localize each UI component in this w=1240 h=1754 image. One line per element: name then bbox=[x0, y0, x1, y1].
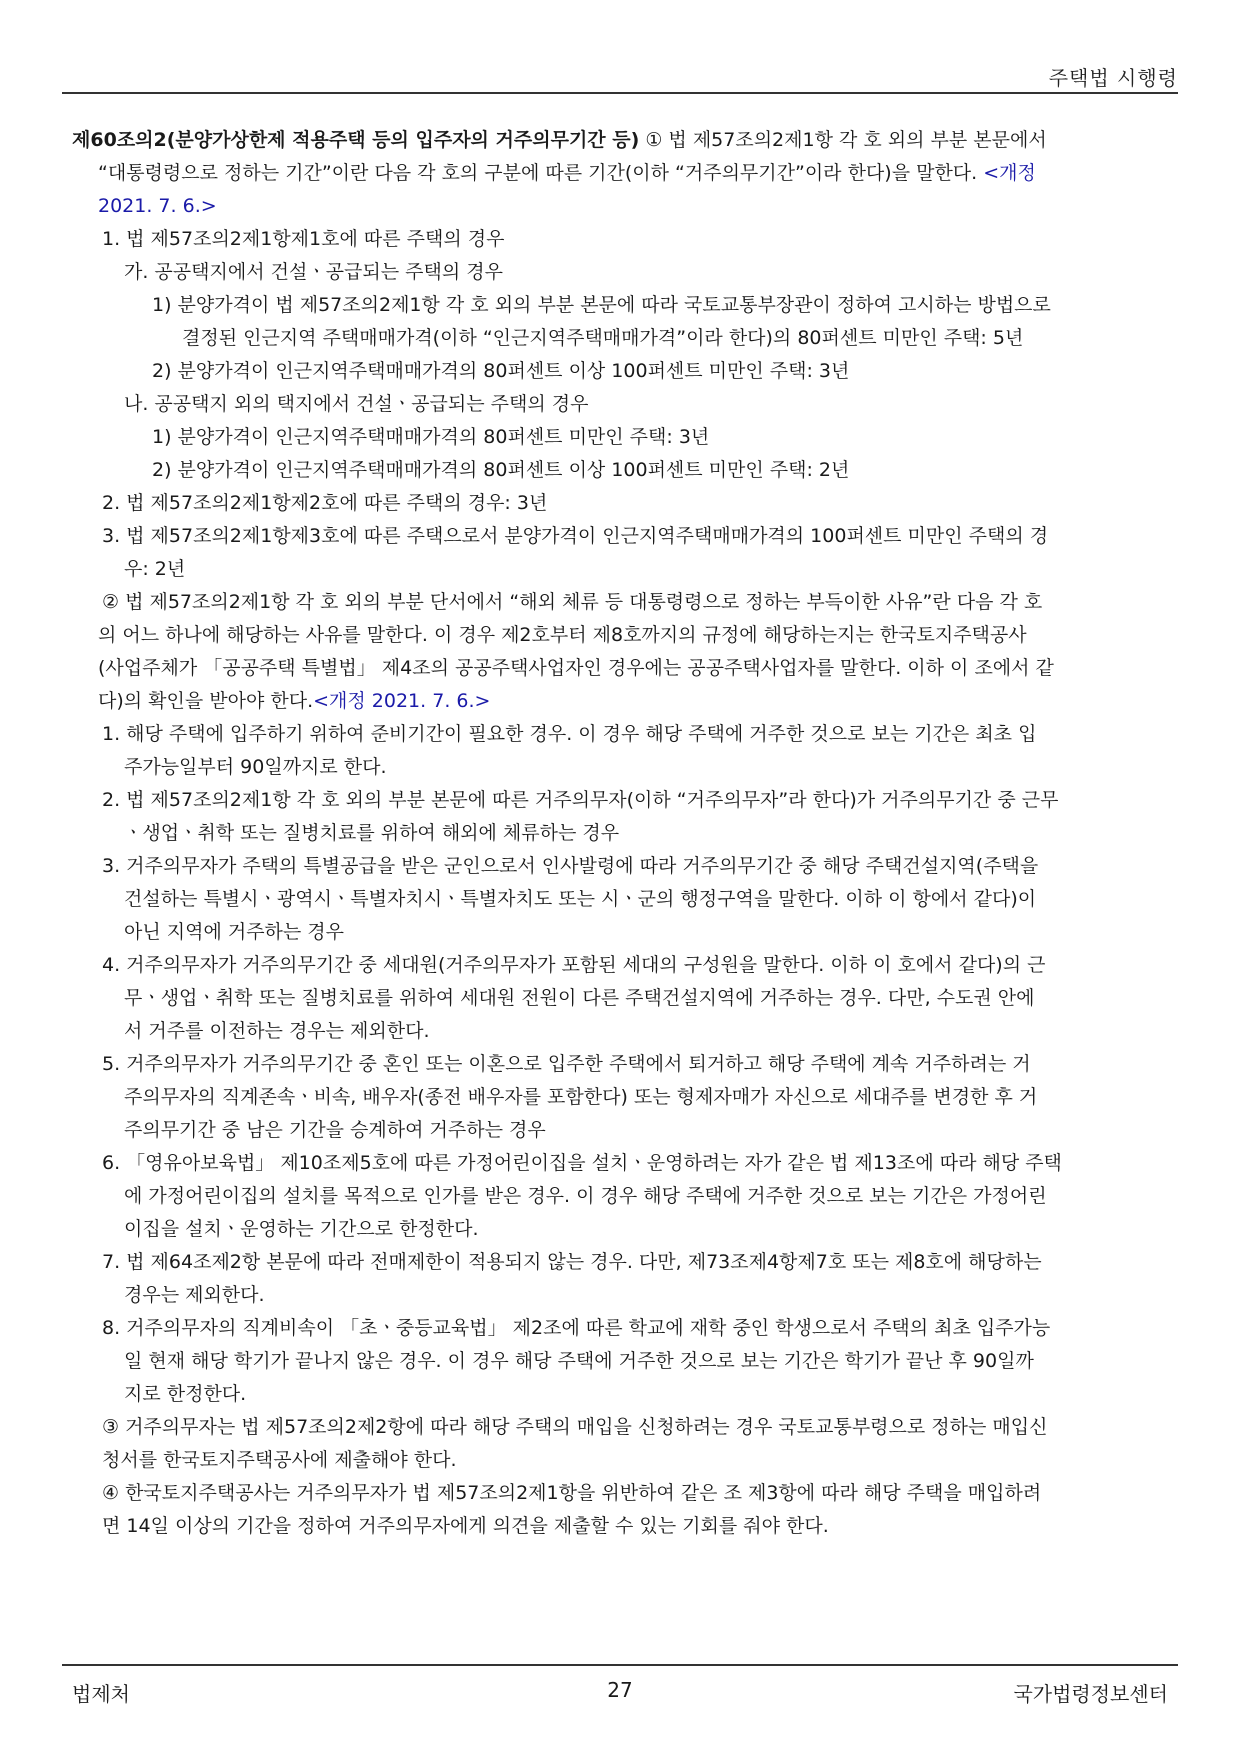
para4-line: 면 14일 이상의 기간을 정하여 거주의무자에게 의견을 제출할 수 있는 기회를 줘야 한다. bbox=[102, 1515, 829, 1537]
item-line: 3. 거주의무자가 주택의 특별공급을 받은 군인으로서 인사발령에 따라 거주의무기간 중 해당 주택건설지역(주택을 bbox=[102, 855, 1039, 877]
item-cont-line: 에 가정어린이집의 설치를 목적으로 인가를 받은 경우. 이 경우 해당 주택에 거주한 것으로 보는 기간은 가정어린 bbox=[124, 1185, 1047, 1207]
para1-line bbox=[72, 190, 1178, 223]
page-number: 27 bbox=[607, 1678, 633, 1702]
amendment-note: <개정 2021. 7. 6.> bbox=[313, 690, 491, 712]
subsubitem-line: 2) 분양가격이 인근지역주택매매가격의 80퍼센트 이상 100퍼센트 미만인 주택: 2년 bbox=[152, 459, 850, 481]
subitem-line: 가. 공공택지에서 건설ㆍ공급되는 주택의 경우 bbox=[124, 261, 503, 283]
footer-publisher: 법제처 bbox=[72, 1682, 130, 1706]
para1-text-cont: “대통령령으로 정하는 기간”이란 다음 각 호의 구분에 따른 기간(이하 “거주의무기간”이라 한다)을 말한다. bbox=[98, 162, 978, 184]
item-cont-line: 건설하는 특별시ㆍ광역시ㆍ특별자치시ㆍ특별자치도 또는 시ㆍ군의 행정구역을 말한다. 이하 이 항에서 같다)이 bbox=[124, 888, 1037, 910]
item-cont-line: 아닌 지역에 거주하는 경우 bbox=[124, 921, 345, 943]
item-cont-line: 경우는 제외한다. bbox=[124, 1284, 265, 1306]
item-line: 1. 법 제57조의2제1항제1호에 따른 주택의 경우 bbox=[102, 228, 505, 250]
item-cont-line: 서 거주를 이전하는 경우는 제외한다. bbox=[124, 1020, 430, 1042]
para2-line: 의 어느 하나에 해당하는 사유를 말한다. 이 경우 제2호부터 제8호까지의 규정에 해당하는지는 한국토지주택공사 bbox=[98, 624, 1027, 646]
item-line: 6. 「영유아보육법」 제10조제5호에 따른 가정어린이집을 설치ㆍ운영하려는 자가 같은 법 제13조에 따라 해당 주택 bbox=[102, 1152, 1062, 1174]
header-divider bbox=[62, 92, 1178, 94]
article-body bbox=[72, 124, 1178, 1543]
subsubitem-cont-line: 결정된 인근지역 주택매매가격(이하 “인근지역주택매매가격”이라 한다)의 80퍼센트 미만인 주택: 5년 bbox=[182, 327, 1024, 349]
item-line: 5. 거주의무자가 거주의무기간 중 혼인 또는 이혼으로 입주한 주택에서 퇴거하고 해당 주택에 계속 거주하려는 거 bbox=[102, 1053, 1031, 1075]
article-heading-line bbox=[72, 124, 1178, 157]
document-header-title: 주택법 시행령 bbox=[1048, 66, 1178, 90]
para2-text-end: 다)의 확인을 받아야 한다. bbox=[98, 690, 314, 712]
subitem-line: 나. 공공택지 외의 택지에서 건설ㆍ공급되는 주택의 경우 bbox=[124, 393, 589, 415]
item-line: 8. 거주의무자의 직계비속이 「초ㆍ중등교육법」 제2조에 따른 학교에 재학 중인 학생으로서 주택의 최초 입주가능 bbox=[102, 1317, 1051, 1339]
item-cont-line: ㆍ생업ㆍ취학 또는 질병치료를 위하여 해외에 체류하는 경우 bbox=[124, 822, 620, 844]
para1-line bbox=[72, 157, 1178, 190]
item-cont-line: 주가능일부터 90일까지로 한다. bbox=[124, 756, 387, 778]
item-cont-line: 지로 한정한다. bbox=[124, 1383, 247, 1405]
item-cont-line: 일 현재 해당 학기가 끝나지 않은 경우. 이 경우 해당 주택에 거주한 것으로 보는 기간은 학기가 끝난 후 90일까 bbox=[124, 1350, 1034, 1372]
item-cont-line: 주의무자의 직계존속ㆍ비속, 배우자(종전 배우자를 포함한다) 또는 형제자매가 자신으로 세대주를 변경한 후 거 bbox=[124, 1086, 1038, 1108]
item-cont-line: 무ㆍ생업ㆍ취학 또는 질병치료를 위하여 세대원 전원이 다른 주택건설지역에 거주하는 경우. 다만, 수도권 안에 bbox=[124, 987, 1035, 1009]
item-cont-line: 우: 2년 bbox=[124, 558, 186, 580]
para2-line bbox=[72, 685, 1178, 718]
item-line: 2. 법 제57조의2제1항 각 호 외의 부분 본문에 따른 거주의무자(이하 “거주의무자”라 한다)가 거주의무기간 중 근무 bbox=[102, 789, 1059, 811]
footer-divider bbox=[62, 1664, 1178, 1666]
subsubitem-line: 2) 분양가격이 인근지역주택매매가격의 80퍼센트 이상 100퍼센트 미만인 주택: 3년 bbox=[152, 360, 850, 382]
para3-line: ③ 거주의무자는 법 제57조의2제2항에 따라 해당 주택의 매입을 신청하려는 경우 국토교통부령으로 정하는 매입신 bbox=[102, 1416, 1048, 1438]
para2-line: (사업주체가 「공공주택 특별법」 제4조의 공공주택사업자인 경우에는 공공주택사업자를 말한다. 이하 이 조에서 같 bbox=[98, 657, 1054, 679]
subsubitem-line: 1) 분양가격이 인근지역주택매매가격의 80퍼센트 미만인 주택: 3년 bbox=[152, 426, 710, 448]
para4-line: ④ 한국토지주택공사는 거주의무자가 법 제57조의2제1항을 위반하여 같은 조 제3항에 따라 해당 주택을 매입하려 bbox=[102, 1482, 1042, 1504]
amendment-note: <개정 bbox=[977, 162, 1036, 184]
footer-source: 국가법령정보센터 bbox=[1013, 1682, 1168, 1706]
para3-line: 청서를 한국토지주택공사에 제출해야 한다. bbox=[102, 1449, 457, 1471]
item-cont-line: 이집을 설치ㆍ운영하는 기간으로 한정한다. bbox=[124, 1218, 479, 1240]
item-line: 4. 거주의무자가 거주의무기간 중 세대원(거주의무자가 포함된 세대의 구성원을 말한다. 이하 이 호에서 같다)의 근 bbox=[102, 954, 1046, 976]
item-cont-line: 주의무기간 중 남은 기간을 승계하여 거주하는 경우 bbox=[124, 1119, 546, 1141]
item-line: 3. 법 제57조의2제1항제3호에 따른 주택으로서 분양가격이 인근지역주택매매가격의 100퍼센트 미만인 주택의 경 bbox=[102, 525, 1049, 547]
article-title: 제60조의2(분양가상한제 적용주택 등의 입주자의 거주의무기간 등) bbox=[72, 129, 640, 151]
para2-line: ② 법 제57조의2제1항 각 호 외의 부분 단서에서 “해외 체류 등 대통령령으로 정하는 부득이한 사유”란 다음 각 호 bbox=[102, 591, 1043, 613]
subsubitem-line: 1) 분양가격이 법 제57조의2제1항 각 호 외의 부분 본문에 따라 국토교통부장관이 정하여 고시하는 방법으로 bbox=[152, 294, 1051, 316]
item-line: 2. 법 제57조의2제1항제2호에 따른 주택의 경우: 3년 bbox=[102, 492, 548, 514]
para1-text-start: ① 법 제57조의2제1항 각 호 외의 부분 본문에서 bbox=[639, 129, 1047, 151]
item-line: 1. 해당 주택에 입주하기 위하여 준비기간이 필요한 경우. 이 경우 해당 주택에 거주한 것으로 보는 기간은 최초 입 bbox=[102, 723, 1037, 745]
amendment-note: 2021. 7. 6.> bbox=[98, 195, 217, 217]
item-line: 7. 법 제64조제2항 본문에 따라 전매제한이 적용되지 않는 경우. 다만, 제73조제4항제7호 또는 제8호에 해당하는 bbox=[102, 1251, 1042, 1273]
